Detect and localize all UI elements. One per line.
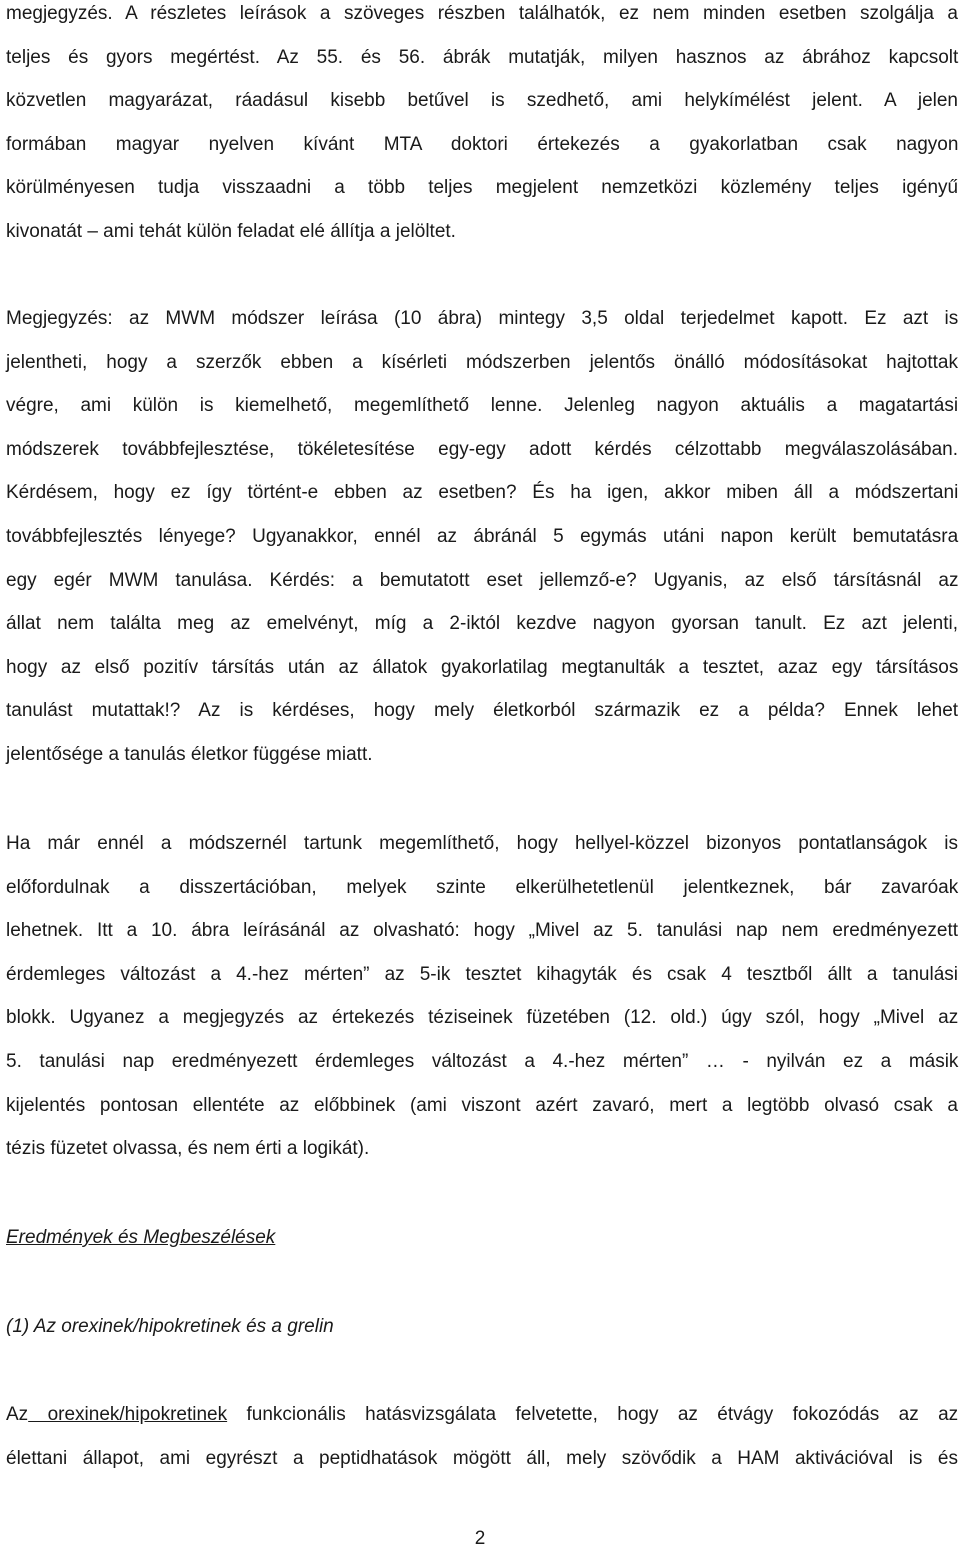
paragraph-mwm-note xyxy=(6,297,958,777)
text-span: Az xyxy=(6,1404,29,1425)
text-line: Megjegyzés: az MWM módszer leírása (10 ábra) mintegy 3,5 oldal terjedelmet kapott. Ez azt is xyxy=(6,308,959,329)
subsection-heading: (1) Az orexinek/hipokretinek és a grelin xyxy=(6,1316,334,1337)
text-line: jelentősége a tanulás életkor függése miatt. xyxy=(6,743,373,765)
paragraph-orexin xyxy=(6,1393,958,1480)
text-span: funkcionális hatásvizsgálata felvetette, hogy az étvágy fokozódás az az xyxy=(227,1404,959,1425)
text-line: élettani állapot, ami egyrészt a peptidhatások mögött áll, mely szövődik a HAM aktivációval is és xyxy=(6,1447,958,1469)
text-line: lehetnek. Itt a 10. ábra leírásánál az olvasható: hogy „Mivel az 5. tanulási nap nem eredményezett xyxy=(6,920,958,942)
text-line: állat nem találta meg az emelvényt, míg a 2-iktól kezdve nagyon gyorsan tanult. Ez azt jelenti, xyxy=(6,613,958,635)
text-line: tanulást mutattak!? Az is kérdéses, hogy mely életkorból származik ez a példa? Ennek lehet xyxy=(6,700,959,722)
paragraph-intro xyxy=(6,0,958,254)
text-line: továbbfejlesztés lényege? Ugyanakkor, ennél az ábránál 5 egymás utáni napon került bemutatásra xyxy=(6,525,959,547)
text-line: előfordulnak a disszertációban, melyek szinte elkerülhetetlenül jelentkeznek, bár zavaróak xyxy=(6,876,959,898)
text-line: módszerek továbbfejlesztése, tökéletesítése egy-egy adott kérdés célzottabb megválaszolásában. xyxy=(6,438,958,460)
text-line: kivonatát – ami tehát külön feladat elé állítja a jelöltet. xyxy=(6,220,456,242)
text-line: érdemleges változást a 4.-hez mérten” az 5-ik tesztet kihagyták és csak 4 tesztből állt a tanulási xyxy=(6,963,958,985)
text-line: jelentheti, hogy a szerzők ebben a kísérleti módszerben jelentős önálló módosításokat hajtottak xyxy=(6,351,958,373)
text-line: körülményesen tudja visszaadni a több teljes megjelent nemzetközi közlemény teljes igényű xyxy=(6,177,959,199)
text-line: végre, ami külön is kiemelhető, megemlíthető lenne. Jelenleg nagyon aktuális a magatartási xyxy=(6,395,959,417)
text-line: tézis füzetet olvassa, és nem érti a logikát). xyxy=(6,1138,370,1160)
text-line: teljes és gyors megértést. Az 55. és 56. ábrák mutatják, milyen hasznos az ábrához kapcsolt xyxy=(6,46,959,68)
page-number: 2 xyxy=(474,1528,486,1549)
text-line: Kérdésem, hogy ez így történt-e ebben az esetben? És ha igen, akkor miben áll a módszertani xyxy=(6,482,959,504)
text-line: blokk. Ugyanez a megjegyzés az értekezés téziseinek füzetében (12. old.) úgy szól, hogy „Mivel az xyxy=(6,1007,959,1029)
underlined-term: orexinek/hipokretinek xyxy=(28,1404,228,1425)
text-line: 5. tanulási nap eredményezett érdemleges változást a 4.-hez mérten” … - nyilván ez a másik xyxy=(6,1050,959,1072)
text-line: formában magyar nyelven kívánt MTA doktori értekezés a gyakorlatban csak nagyon xyxy=(6,133,959,155)
paragraph-inaccuracies xyxy=(6,822,958,1171)
text-line: kijelentés pontosan ellentéte az előbbinek (ami viszont azért zavaró, mert a legtöbb olvasó csak a xyxy=(6,1094,958,1116)
section-heading-results: Eredmények és Megbeszélések xyxy=(6,1227,276,1248)
text-line: közvetlen magyarázat, ráadásul kisebb betűvel is szedhető, ami helykímélést jelent. A jelen xyxy=(6,90,958,112)
text-line xyxy=(6,1393,958,1437)
text-line: hogy az első pozitív társítás után az állatok gyakorlatilag megtanulták a tesztet, azaz egy társításos xyxy=(6,656,959,678)
text-line: egy egér MWM tanulása. Kérdés: a bemutatott eset jellemző-e? Ugyanis, az első társításnál az xyxy=(6,569,959,591)
text-line: megjegyzés. A részletes leírások a szöveges részben találhatók, ez nem minden esetben szolgálja a xyxy=(6,3,958,24)
text-line: Ha már ennél a módszernél tartunk megemlíthető, hogy hellyel-közzel bizonyos pontatlanságok is xyxy=(6,833,958,854)
